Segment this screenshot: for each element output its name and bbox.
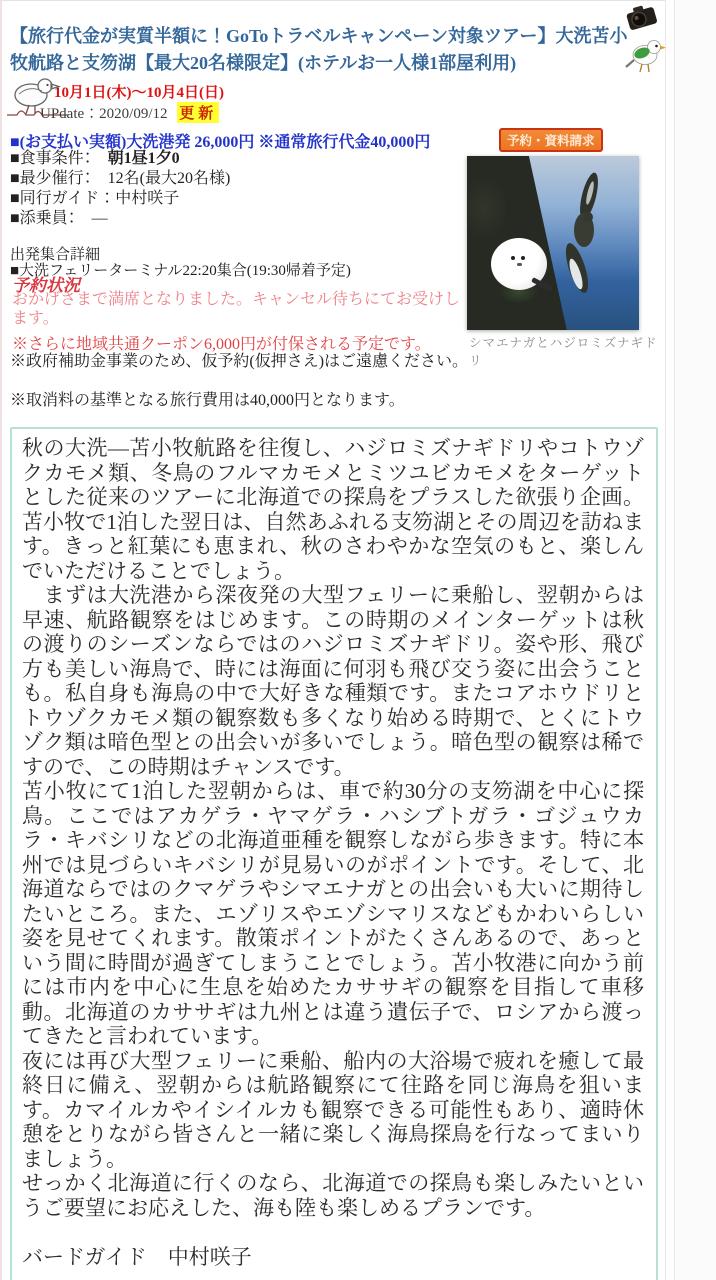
reservation-status-heading: 予約状況 [12,276,80,295]
petrel-bird [553,172,615,298]
update-badge: 更新 [177,102,219,123]
detail-min-participants [10,169,230,189]
detail-value: 12名(最大20名様) [107,170,231,187]
detail-value: 朝1昼1夕0 [107,150,180,167]
tour-details-list [10,149,230,229]
departure-heading: 出発集合詳細 [10,247,101,263]
description-paragraph: せっかく北海道に行くのなら、北海道での探鳥も楽しみたいというご要望にお応えした、海も陸も楽しめるプランです。 [22,1171,644,1220]
description-paragraph: 苫小牧にて1泊した翌朝からは、車で約30分の支笏湖を中心に探鳥。ここではアカゲラ・ヤマゲラ・ハシブトガラ・ゴジュウカラ・キバシリなどの北海道亜種を観察しながら歩きます。特に本州では見づらいキバシリが見易いのがポイントです。そして、北海道ならではのクマゲラやシマエナガとの出会いも大いに期待したいところ。また、エゾリスやエゾシマリスなどもかわいらしい姿を見せてくれます。散策ポイントがたくさんあるので、あっという間に時間が過ぎてしまうことでしょう。苫小牧港に向かう前には市内を中心に生息を始めたカササギの観察を目指して車移動。北海道のカササギは九州とは違う遺伝子で、ロシアから渡ってきたと言われています。 [22,779,644,1048]
detail-meals [10,149,230,169]
reservation-status-text: おかげさまで満席となりました。キャンセル待ちにてお受けします。 [12,291,461,327]
description-paragraph: 秋の大洗—苫小牧航路を往復し、ハジロミズナギドリやコトウゾクカモメ類、冬鳥のフルマカモメとミツユビカモメをターゲットとした従来のツアーに北海道での探鳥をプラスした欲張り企画。苫小牧で1泊した翌日は、自然あふれる支笏湖とその周辺を訪ねます。きっと紅葉にも恵まれ、秋のさわやかな空気のもと、楽しんでいただけることでしょう。 [22,436,644,583]
description-paragraph: まずは大洗港から深夜発の大型フェリーに乗船し、翌朝からは早速、航路観察をはじめます。この時期のメインターゲットは秋の渡りのシーズンならではのハジロミズナギドリ。姿や形、飛び方も美しい海鳥で、時には海面に何羽も飛び交う姿に出会うことも。私自身も海鳥の中で大好きな種類です。またコアホウドリとトウゾクカモメ類の観察数も多くなり始める時期で、とくにトウゾク類は暗色型との出会いが多いでしょう。暗色型の観察は稀ですので、この時期はチャンスです。 [22,583,644,779]
departure-meeting-info: ■大洗フェリーターミナル22:20集合(19:30帰着予定) [10,263,351,279]
camera-bird-icon [624,5,668,79]
tour-description-box [10,427,658,1280]
description-paragraph: 夜には再び大型フェリーに乗船、船内の大浴場で疲れを癒して最終日に備え、翌朝からは航路観察にて往路を同じ海鳥を狙います。カマイルカやイシイルカも観察できる可能性もあり、適時休憩をとりながら皆さんと一緒に楽しく海鳥探鳥を行なってまいりましょう。 [22,1048,644,1171]
update-line [40,102,219,123]
detail-label: ■添乗員： [10,210,92,227]
reserve-request-button[interactable]: 予約・資料請求 [499,128,603,152]
detail-label: ■同行ガイド： [10,190,116,207]
page-edge-line [665,0,666,1280]
detail-tour-conductor [10,209,230,229]
note-provisional-booking: ※政府補助金事業のため、仮予約(仮押さえ)はご遠慮ください。 [10,353,469,370]
tour-photo [467,156,639,330]
page-right-margin [675,0,716,1280]
note-cancellation-fee: ※取消料の基準となる旅行費用は40,000円となります。 [10,392,405,409]
coupon-notice: ※さらに地域共通クーポン6,000円が付保される予定です。 [12,336,431,353]
price-line: ■(お支払い実額)大洗港発 26,000円 ※通常旅行代金40,000円 [10,134,431,151]
photo-caption: シマエナガとハジロミズナギドリ [469,336,658,368]
long-tailed-tit-bird [491,238,547,290]
tour-dates: 10月1日(木)～10月4日(日) [54,85,224,101]
detail-value: ― [91,210,108,227]
page-title: 【旅行代金が実質半額に！GoToトラベルキャンペーン対象ツアー】大洗苫小牧航路と支笏湖【最大20名様限定】(ホテルお一人様1部屋利用) [10,26,628,73]
detail-guide [10,189,230,209]
detail-value: 中村咲子 [115,190,180,207]
detail-label: ■食事条件： [10,150,108,167]
update-date: UPdate：2020/09/12 [40,106,168,122]
guide-signature: バードガイド 中村咲子 [22,1245,252,1269]
detail-label: ■最少催行： [10,170,108,187]
